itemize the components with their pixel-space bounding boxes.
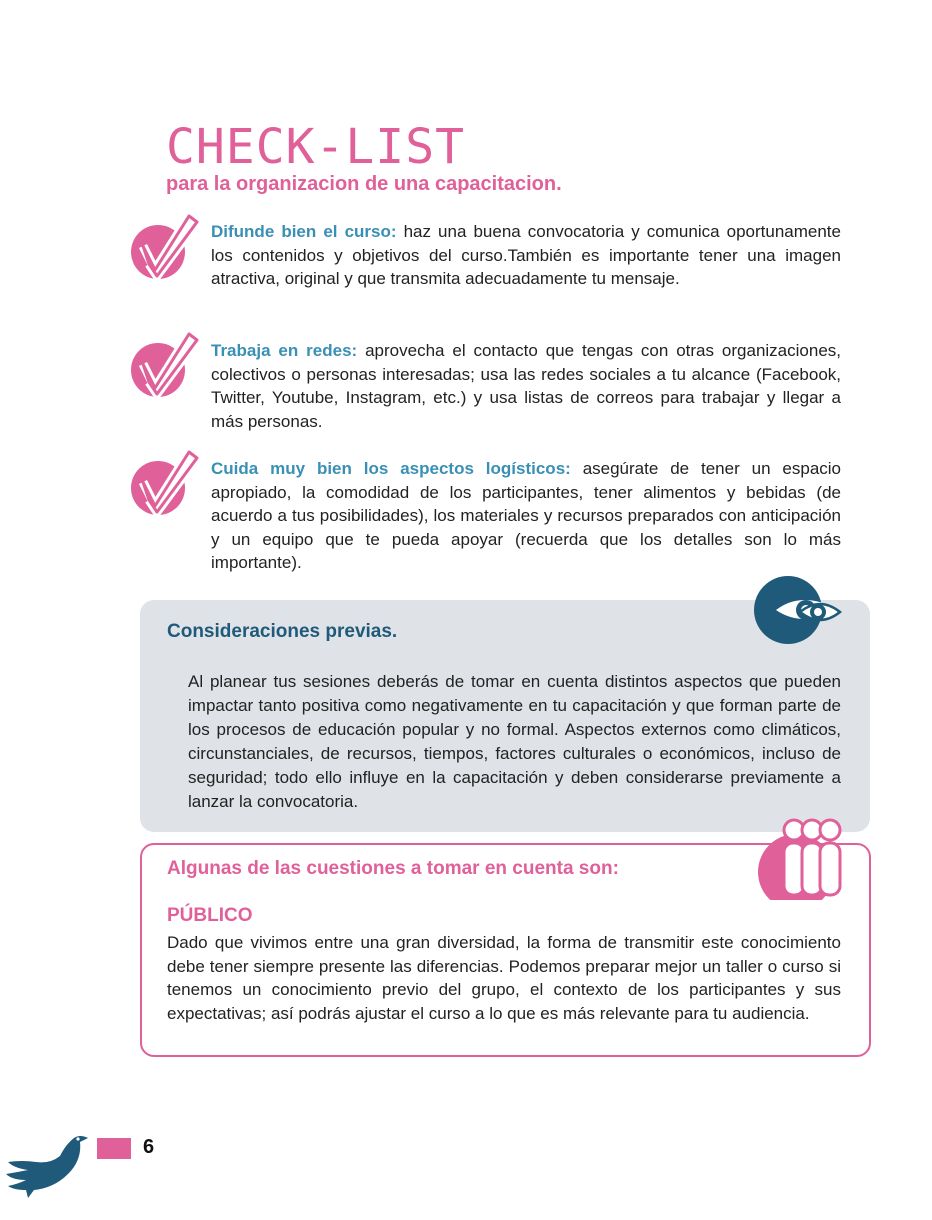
checklist-item (211, 339, 841, 433)
page-number: 6 (143, 1136, 155, 1158)
checklist-item-lead: Difunde bien el curso: (211, 222, 397, 241)
checklist-item (211, 220, 841, 291)
page-title: CHECK-LIST (166, 119, 465, 175)
checkmark-icon (131, 330, 211, 398)
people-icon (756, 818, 848, 900)
considerations-text: Al planear tus sesiones deberás de tomar en cuenta distintos aspectos que pueden impactar tanto positiva como negativamente en tu capacitación y que forman parte de los procesos de educación popular y no formal. Aspectos externos como climáticos, circunstanciales, de recursos, tiempos, factores culturales o económicos, incluso de seguridad; todo ello influye en la capacitación y deben considerarse previamente a lanzar la convocatoria. (188, 672, 841, 811)
public-heading: PÚBLICO (167, 905, 253, 926)
checklist-item-text: asegúrate de tener un espacio apropiado, la comodidad de los participantes, tener alimentos y bebidas (de acuerdo a tus posibilidades), los materiales y recursos preparados con anticipación y un equipo que te pueda apoyar (recuerda que los detalles son lo más importante). (211, 459, 841, 572)
considerations-title: Consideraciones previas. (167, 621, 398, 642)
eye-icon-outline (800, 594, 842, 630)
questions-title: Algunas de las cuestiones a tomar en cuenta son: (167, 858, 619, 879)
page-subtitle: para la organizacion de una capacitacion. (166, 173, 562, 195)
checkmark-icon (131, 448, 211, 516)
checklist-item-text: haz una buena convocatoria y comunica oportunamente los contenidos y objetivos del curso.También es importante tener una imagen atractiva, original y que transmita adecuadamente tu mensaje. (211, 222, 841, 288)
page-marker (97, 1138, 131, 1159)
checkmark-icon (131, 212, 211, 280)
checklist-item-lead: Trabaja en redes: (211, 341, 358, 360)
checklist-item-lead: Cuida muy bien los aspectos logísticos: (211, 459, 571, 478)
dove-icon (4, 1120, 90, 1200)
checklist-item-text: aprovecha el contacto que tengas con otras organizaciones, colectivos o personas interesadas; usa las redes sociales a tu alcance (Facebook, Twitter, Youtube, Instagram, etc.) y usa listas de correos para trabajar y llegar a más personas. (211, 341, 841, 431)
public-text: Dado que vivimos entre una gran diversidad, la forma de transmitir este conocimiento debe tener siempre presente las diferencias. Podemos preparar mejor un taller o curso si tenemos un conocimiento previo del grupo, el contexto de los participantes y sus expectativas; así podrás ajustar el curso a lo que es más relevante para tu audiencia. (167, 933, 841, 1023)
checklist-item (211, 457, 841, 575)
